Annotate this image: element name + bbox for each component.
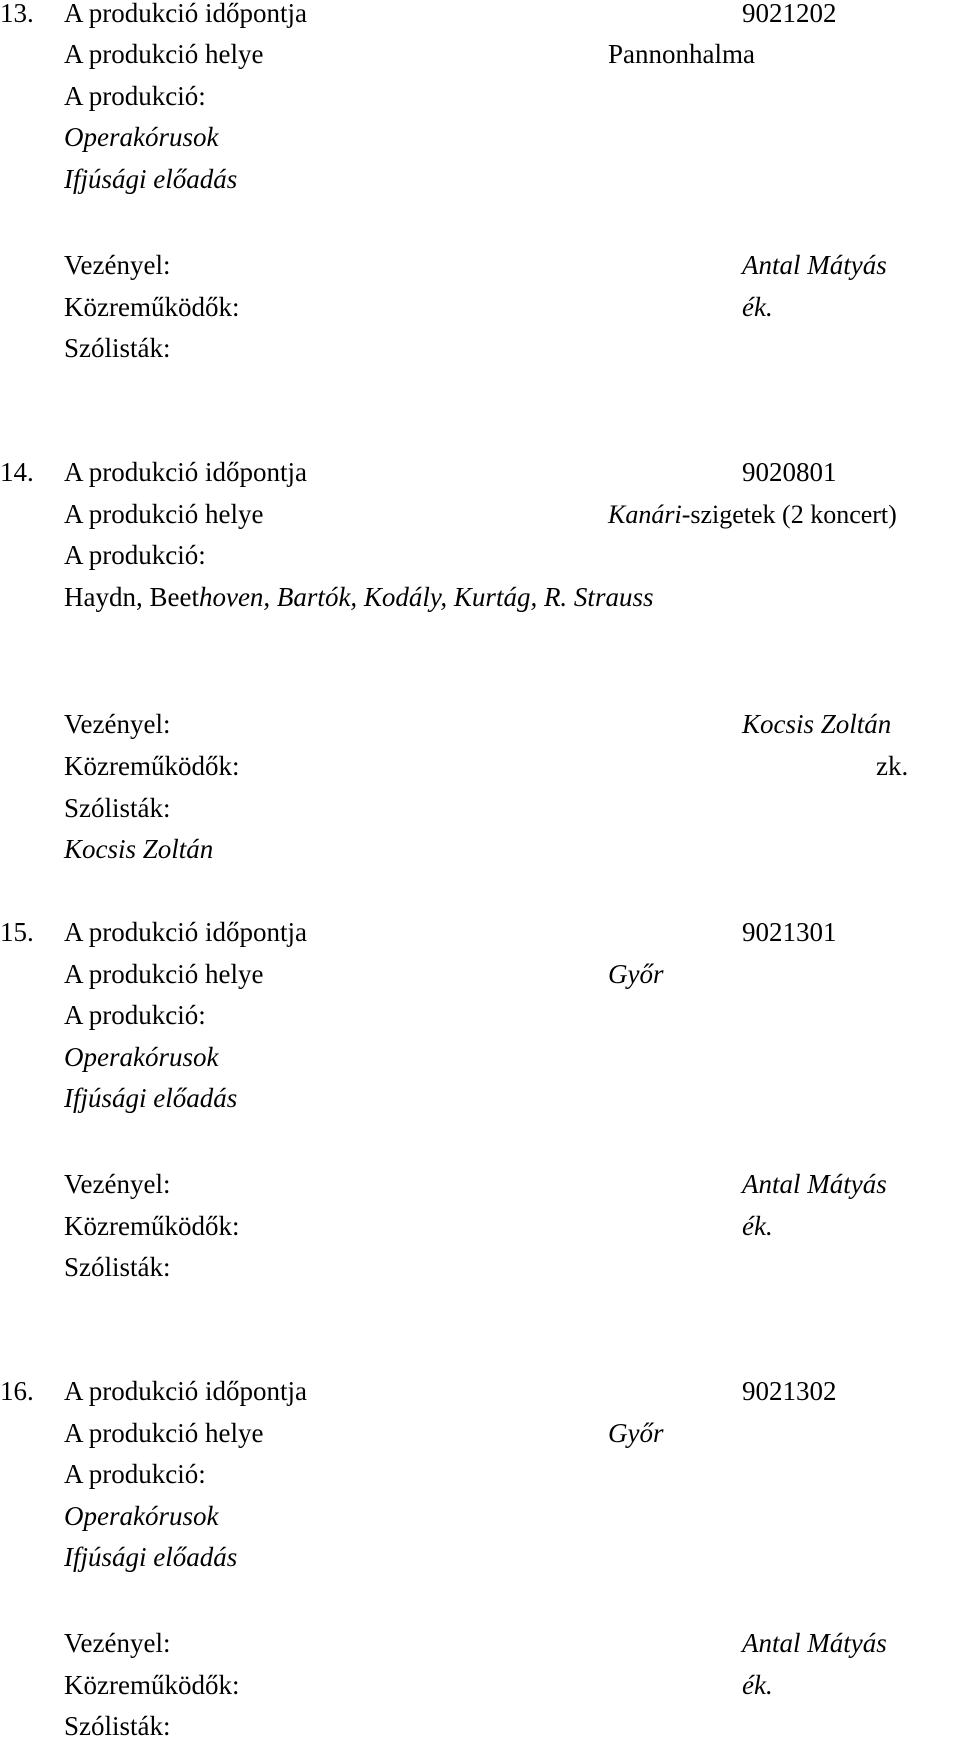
conductor-label: Vezényel: <box>64 250 171 280</box>
conductor-label: Vezényel: <box>64 709 171 739</box>
place-label: A produkció helye <box>64 959 264 989</box>
conductor-value: Antal Mátyás <box>742 250 887 280</box>
soloists-label: Szólisták: <box>64 333 171 363</box>
production-line: Ifjúsági előadás <box>64 1542 238 1572</box>
date-value: 9021202 <box>742 0 837 28</box>
soloists-label: Szólisták: <box>64 793 171 823</box>
production-line: Ifjúsági előadás <box>64 1083 238 1113</box>
date-label: A produkció időpontja <box>64 917 307 947</box>
date-label: A produkció időpontja <box>64 457 307 487</box>
place-value <box>608 494 897 535</box>
production-label: A produkció: <box>64 540 206 570</box>
place-label: A produkció helye <box>64 39 264 69</box>
contributors-value: ék. <box>742 1211 773 1241</box>
conductor-label: Vezényel: <box>64 1628 171 1658</box>
place-value: Pannonhalma <box>608 39 755 69</box>
soloists-label: Szólisták: <box>64 1252 171 1282</box>
entry-number: 15. <box>0 917 34 947</box>
entry-number: 16. <box>0 1376 34 1406</box>
date-label: A produkció időpontja <box>64 0 307 28</box>
contributors-value: ék. <box>742 292 773 322</box>
soloists-value: Kocsis Zoltán <box>64 834 214 864</box>
contributors-label: Közreműködők: <box>64 1211 240 1241</box>
conductor-value: Antal Mátyás <box>742 1628 887 1658</box>
soloists-label: Szólisták: <box>64 1711 171 1741</box>
date-value: 9021301 <box>742 917 837 947</box>
contributors-value: zk. <box>876 751 909 781</box>
production-line: Operakórusok <box>64 1501 219 1531</box>
place-value: Győr <box>608 959 664 989</box>
contributors-label: Közreműködők: <box>64 292 240 322</box>
program-italic: hoven, Bartók, Kodály, Kurtág, R. Strauss <box>198 582 654 612</box>
contributors-value: ék. <box>742 1670 773 1700</box>
program-plain: Haydn, Beet <box>64 582 199 612</box>
place-label: A produkció helye <box>64 499 264 529</box>
date-label: A produkció időpontja <box>64 1376 307 1406</box>
date-value: 9021302 <box>742 1376 837 1406</box>
conductor-value: Kocsis Zoltán <box>742 709 892 739</box>
place-label: A produkció helye <box>64 1418 264 1448</box>
production-label: A produkció: <box>64 1000 206 1030</box>
production-label: A produkció: <box>64 81 206 111</box>
production-line: Operakórusok <box>64 122 219 152</box>
contributors-label: Közreműködők: <box>64 1670 240 1700</box>
entry-number: 14. <box>0 457 34 487</box>
place-value: Győr <box>608 1418 664 1448</box>
conductor-value: Antal Mátyás <box>742 1169 887 1199</box>
entry-number: 13. <box>0 0 34 28</box>
production-program <box>64 577 653 618</box>
contributors-label: Közreműködők: <box>64 751 240 781</box>
production-line: Ifjúsági előadás <box>64 164 238 194</box>
conductor-label: Vezényel: <box>64 1169 171 1199</box>
production-label: A produkció: <box>64 1459 206 1489</box>
date-value: 9020801 <box>742 457 837 487</box>
place-value-rest: -szigetek (2 koncert) <box>681 500 897 529</box>
production-line: Operakórusok <box>64 1042 219 1072</box>
place-value-italic: Kanári <box>608 500 682 529</box>
